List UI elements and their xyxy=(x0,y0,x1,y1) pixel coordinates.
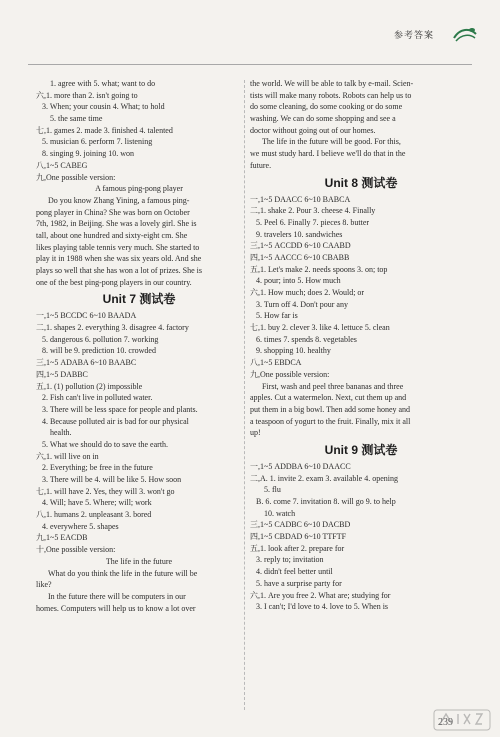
answer-line: pong player in China? She was born on October xyxy=(36,207,190,217)
answer-line: 七,1. games 2. made 3. finished 4. talented xyxy=(36,125,173,135)
answer-line: 三,1~5 CADBC 6~10 DACBD xyxy=(250,520,351,530)
answer-line: put them in a big bowl. Then add some honey and xyxy=(250,404,411,414)
answer-line: 4. pour; into 5. How much xyxy=(256,276,341,286)
answer-line: 四,1~5 DABBC xyxy=(36,369,88,379)
answer-line: 七,1. will have 2. Yes, they will 3. won't go xyxy=(36,486,175,496)
answer-line: 三,1~5 ADABA 6~10 BAABC xyxy=(36,358,137,368)
answer-line: homes. Computers will help us to know a lot over xyxy=(36,603,196,613)
answer-line: 1. agree with 5. what; want to do xyxy=(50,79,156,88)
unit-heading: Unit 9 测试卷 xyxy=(324,442,398,457)
page-number: 239 xyxy=(438,717,453,728)
answer-line: plays so well that she has won a lot of prizes. She is xyxy=(36,266,202,275)
answer-line: 6. times 7. spends 8. vegetables xyxy=(256,334,357,344)
answer-line: 9. shopping 10. healthy xyxy=(256,346,331,356)
answer-line: 5. Peel 6. Finally 7. pieces 8. butter xyxy=(256,217,370,227)
answer-line: 8. will be 9. prediction 10. crowded xyxy=(42,346,156,356)
answer-line: 5. What we should do to save the earth. xyxy=(42,439,169,449)
answer-line: like? xyxy=(36,580,52,590)
answer-line: The life in the future will be good. For this, xyxy=(262,137,401,147)
answer-line: 5. dangerous 6. pollution 7. working xyxy=(42,334,159,344)
answer-line: 六,1. more than 2. isn't going to xyxy=(36,90,138,100)
answer-line: 5. flu xyxy=(264,485,281,495)
answer-line: 七,1. buy 2. clever 3. like 4. lettuce 5. clean xyxy=(250,323,390,333)
answer-line: 2. Everything; be free in the future xyxy=(42,463,153,473)
answer-line: do some cleaning, do some cooking or do some xyxy=(250,102,403,112)
header-label: 参考答案 xyxy=(394,30,435,40)
answer-line: 八,1~5 CABEG xyxy=(36,160,88,170)
answer-line: 九,One possible version: xyxy=(250,369,330,379)
answer-line: apples. Cut a watermelon. Next, cut them up and xyxy=(250,393,407,403)
header-rule xyxy=(28,64,472,65)
answer-line: A famous ping-pong player xyxy=(95,184,183,194)
answer-line: 10. watch xyxy=(264,508,296,518)
answer-line: 4. didn't feel better until xyxy=(256,567,333,577)
answer-line: 五,1. Let's make 2. needs spoons 3. on; top xyxy=(250,264,388,274)
answer-line: 一,1~5 BCCDC 6~10 BAADA xyxy=(36,311,137,321)
answer-line: 十,One possible version: xyxy=(36,545,116,555)
answer-line: 六,1. Are you free 2. What are; studying for xyxy=(250,590,391,600)
answer-line: In the future there will be computers in our xyxy=(48,591,186,601)
answer-line: The life in the future xyxy=(105,556,173,566)
answer-line: 六,1. How much; does 2. Would; or xyxy=(250,288,365,297)
unit-heading: Unit 8 测试卷 xyxy=(324,175,398,190)
left-answer-column xyxy=(36,78,242,614)
answer-line: 二,A. 1. invite 2. exam 3. available 4. opening xyxy=(250,473,398,483)
answer-line: Do you know Zhang Yining, a famous ping- xyxy=(48,195,190,205)
answer-line: 3. There will be less space for people and plants. xyxy=(42,404,198,414)
answer-line: 8. singing 9. joining 10. won xyxy=(42,149,135,159)
answer-line: 五,1. (1) pollution (2) impossible xyxy=(36,381,143,391)
answer-line: one of the best ping-pong players in our country. xyxy=(36,277,192,287)
answer-line: 5. the same time xyxy=(50,114,103,124)
answer-line: tall, about one hundred and sixty-eight cm. She xyxy=(36,230,188,240)
answer-line: 三,1~5 ACCDD 6~10 CAABD xyxy=(250,241,351,251)
answer-line: 3. When; your cousin 4. What; to hold xyxy=(42,102,165,112)
answer-line: tists will make many robots. Robots can help us to xyxy=(250,90,412,100)
answer-line: 4. Because polluted air is bad for our physical xyxy=(42,416,189,426)
answer-line: the world. We will be able to talk by e-mail. Scien- xyxy=(250,79,414,88)
answer-line: B. 6. come 7. invitation 8. will go 9. to help xyxy=(256,497,396,506)
answer-line: 3. reply to; invitation xyxy=(256,555,324,565)
answer-line: 4. everywhere 5. shapes xyxy=(42,521,119,531)
page-header xyxy=(380,24,480,46)
answer-line: health. xyxy=(50,428,72,438)
answer-line: 九,One possible version: xyxy=(36,172,116,182)
answer-line: 二,1. shapes 2. everything 3. disagree 4. factory xyxy=(36,323,189,333)
answer-line: 二,1. shake 2. Pour 3. cheese 4. Finally xyxy=(250,206,376,216)
answer-line: 八,1~5 EBDCA xyxy=(250,358,302,368)
answer-line: 3. Turn off 4. Don't pour any xyxy=(256,299,348,309)
answer-line: 一,1~5 DAACC 6~10 BABCA xyxy=(250,194,351,204)
answer-line: washing. We can do some shopping and see a xyxy=(250,114,396,124)
answer-line: future. xyxy=(250,160,272,170)
answer-line: 一,1~5 ADDBA 6~10 DAACC xyxy=(250,461,351,471)
answer-line: First, wash and peel three bananas and three xyxy=(262,381,404,391)
answer-line: 9. travelers 10. sandwiches xyxy=(256,229,343,239)
right-answer-column xyxy=(250,78,472,613)
watermark-logo xyxy=(432,706,492,734)
answer-line: 四,1~5 AACCC 6~10 CBABB xyxy=(250,252,350,262)
answer-line: 5. How far is xyxy=(256,311,298,321)
answer-line: 九,1~5 EACDB xyxy=(36,533,88,543)
answer-line: 八,1. humans 2. unpleasant 3. bored xyxy=(36,510,152,520)
answer-line: 5. have a surprise party for xyxy=(256,578,342,588)
answer-line: doctor without going out of our homes. xyxy=(250,125,376,135)
answer-line: likes playing table tennis very much. She started to xyxy=(36,242,200,252)
answer-line: play it in 1988 when she was six years old. And she xyxy=(36,254,202,264)
answer-line: 2. Fish can't live in polluted water. xyxy=(42,393,153,403)
column-divider xyxy=(244,80,245,710)
answer-line: 3. I can't; I'd love to 4. love to 5. When is xyxy=(256,602,389,612)
answer-line: 7th, 1982, in Beijing. She was a lovely girl. She is xyxy=(36,219,197,229)
unit-heading: Unit 7 测试卷 xyxy=(102,292,176,307)
answer-line: we must study hard. I believe we'll do that in the xyxy=(250,149,406,159)
answer-line: 五,1. look after 2. prepare for xyxy=(250,543,345,553)
answer-line: 5. musician 6. perform 7. listening xyxy=(42,137,153,147)
answer-line: up! xyxy=(250,428,261,438)
answer-line: 四,1~5 CBDAD 6~10 TTFTF xyxy=(250,532,347,542)
answer-line: 3. There will be 4. will be like 5. How soon xyxy=(42,475,182,484)
answer-line: 4. Will; have 5. Where; will; work xyxy=(42,498,152,508)
answer-line: What do you think the life in the future will be xyxy=(48,568,198,578)
header-logo-icon xyxy=(452,24,478,44)
answer-line: 六,1. will live on in xyxy=(36,451,99,461)
answer-line: a teaspoon of yogurt to the fruit. Finally, mix it all xyxy=(250,416,411,426)
